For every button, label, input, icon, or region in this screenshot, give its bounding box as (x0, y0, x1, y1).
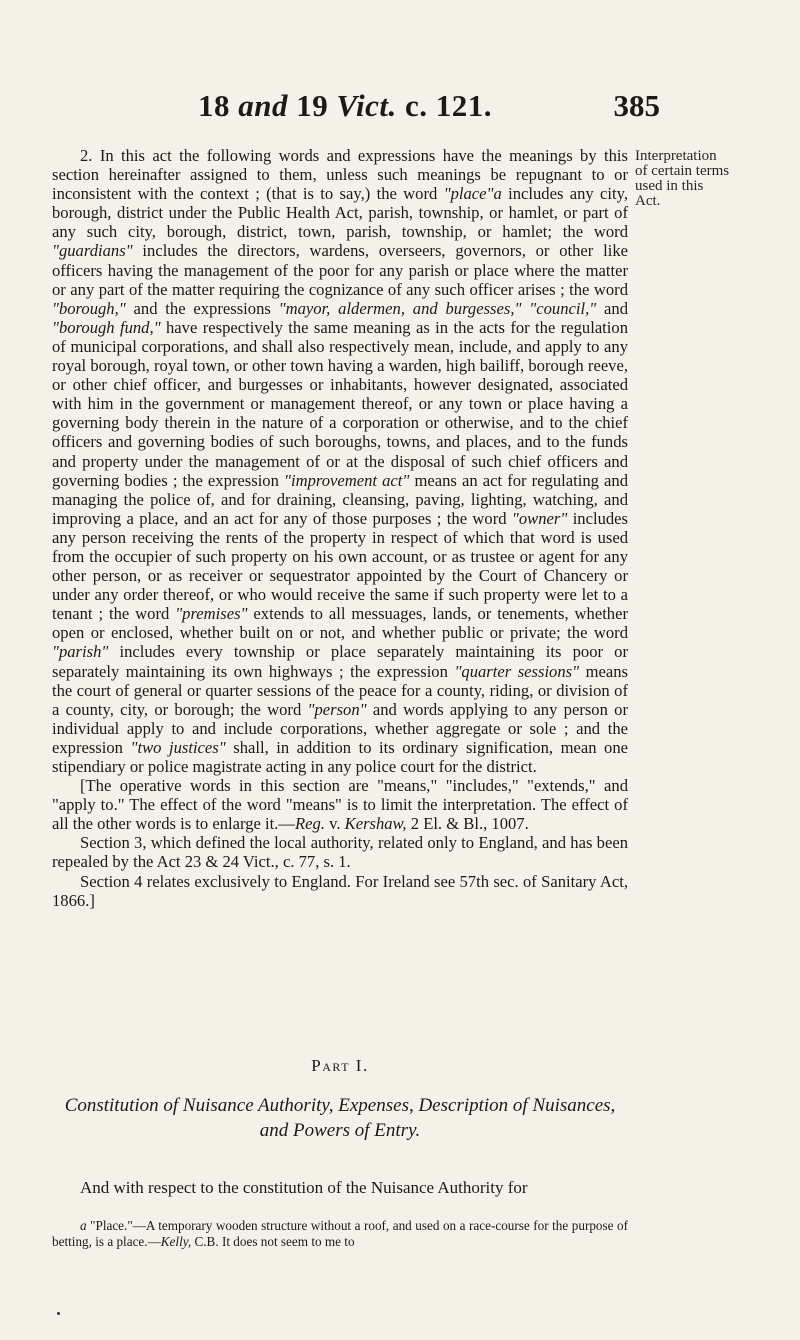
title-part: 18 (198, 88, 239, 123)
subheading-line: and Powers of Entry. (259, 1120, 421, 1141)
text-run: and (596, 298, 628, 318)
case-citation: Kershaw, (344, 814, 407, 834)
text-run: "Place."—A temporary wooden structure without a roof, and used on a race-course for the purpose of betting, is a place.— (52, 1218, 628, 1249)
text-run: includes any person receiving the rents of the property in respect of which that word is used from the occupier of such property on his own account, or as trustee or agent for any other person, or as receiver or sequestrator appointed by the Court of Chancery or under any order thereof, or who would receive the same if such property were let to a tenant ; the word (52, 508, 628, 624)
text-run: [The operative words in this section are "means," "includes," "extends," and "apply to." The effect of the word "means" is to limit the interpretation. The effect of all the other words is to enlarge it.— (52, 776, 628, 834)
defined-term: "borough fund," (52, 317, 161, 337)
defined-term: "premises" (175, 604, 248, 624)
editorial-note-paragraph: Section 3, which defined the local authority, related only to England, and has been repealed by the Act 23 & 24 Vict., c. 77, s. 1. (52, 833, 628, 872)
ink-speck (57, 1312, 60, 1315)
footnote (52, 1218, 628, 1250)
defined-term: "two justices" (130, 737, 226, 757)
section-2-paragraph (52, 146, 628, 776)
title-part: c. 121. (396, 88, 492, 123)
text-run: C.B. It does not seem to me to (191, 1234, 355, 1249)
text-run: includes every township or place separately maintaining its poor or separately maintaining its own highways ; the expression (52, 642, 628, 681)
lead-paragraph: And with respect to the constitution of the Nuisance Authority for (80, 1178, 528, 1197)
text-run: and words applying to any person or individual apply to and include corporations, whether aggregate or sole ; and the expression (52, 699, 628, 757)
editorial-note-paragraph: Section 4 relates exclusively to England. For Ireland see 57th sec. of Sanitary Act, 1866.] (52, 871, 628, 910)
margin-note-line: Act. (635, 193, 661, 209)
defined-term: "borough," (52, 298, 126, 318)
text-run: extends to all messuages, lands, or tenements, whether open or enclosed, whether built on or not, and whether public or private; the word (52, 604, 628, 643)
text-run: shall, in addition to its ordinary signification, mean one stipendiary or police magistrate acting in any police court for the district. (52, 737, 628, 776)
margin-note-line: Interpretation (635, 148, 717, 164)
case-citation: Reg. (295, 814, 325, 834)
title-part: 19 (288, 88, 337, 123)
defined-term: "improvement act" (284, 470, 410, 490)
footnote-marker: a (493, 184, 502, 204)
text-run: includes the directors, wardens, overseers, governors, or other like officers having the management of the poor for any parish or place where the matter or any part of the matter requiring the cognizance of any such officer arises ; the word (52, 241, 628, 299)
part-subheading (52, 1093, 628, 1143)
section-text (52, 146, 628, 910)
defined-term: "place" (443, 184, 494, 204)
text-run: v. (324, 814, 345, 834)
footnote-marker: a (80, 1218, 87, 1233)
defined-term: "owner" (511, 508, 568, 528)
margin-note-line: of certain terms (635, 163, 730, 179)
defined-term: "mayor, aldermen, and burgesses," (278, 298, 522, 318)
subheading-line: Constitution of Nuisance Authority, Expenses, Description of Nuisances, (64, 1095, 616, 1116)
page-number: 385 (613, 88, 660, 123)
text-run: 2 El. & Bl., 1007. (406, 814, 529, 834)
text-run: means an act for regulating and managing the police of, and for draining, cleansing, paving, lighting, watching, and improving a place, and an act for any of those purposes ; the word (52, 470, 628, 528)
text-run: and the expressions (125, 298, 279, 318)
running-title (180, 88, 510, 124)
text-run: includes any city, borough, district under the Public Health Act, parish, township, or hamlet, or part of any such city, borough, district, town, parish, township, or hamlet; the word (52, 184, 629, 242)
defined-term: "parish" (52, 642, 109, 662)
defined-term: "person" (307, 699, 367, 719)
margin-note (635, 149, 765, 209)
running-header (0, 86, 800, 134)
defined-term: "quarter sessions" (454, 661, 580, 681)
editorial-note-paragraph (52, 776, 628, 833)
defined-term: "council," (529, 298, 597, 318)
part-heading: Part I. (311, 1056, 369, 1075)
case-citation: Kelly, (160, 1234, 192, 1249)
text-run: 2. In this act the following words and expressions have the meanings by this section hereinafter assigned to them, unless such meanings be repugnant to or inconsistent with the context ; (that is to say,) the word (52, 146, 628, 204)
text-run: have respectively the same meaning as in the acts for the regulation of municipal corporations, and shall also respectively mean, include, and apply to any royal borough, royal town, or other town having a warden, high bailiff, borough reeve, or other chief officer, and burgesses or inhabitants, however designated, associated with him in the government or management thereof, or any town or place having a governing body therein in the nature of a corporation or otherwise, and to the chief officers and governing bodies of such boroughs, towns, and places, and to the funds and property under the management of or at the disposal of such chief officers and governing bodies ; the expression (52, 317, 628, 490)
margin-note-line: used in this (635, 178, 704, 194)
title-part: and (238, 88, 289, 123)
text-run: means the court of general or quarter sessions of the peace for a county, riding, or division of a county, city, or borough; the word (52, 661, 628, 719)
title-part: Vict. (336, 88, 397, 123)
defined-term: "guardians" (52, 241, 133, 261)
